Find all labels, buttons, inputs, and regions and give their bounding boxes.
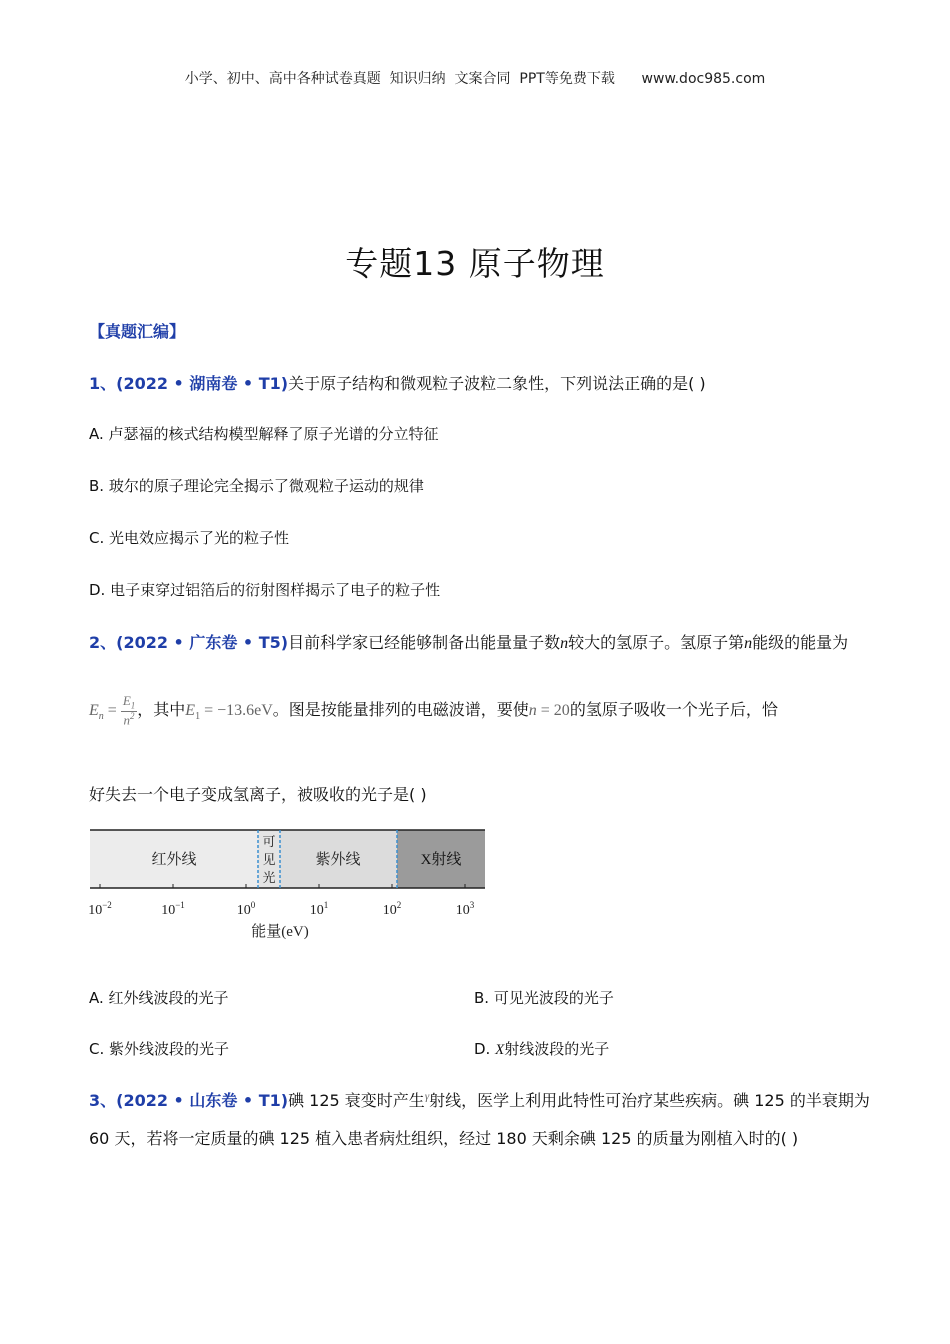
- page-header: 小学、初中、高中各种试卷真题 知识归纳 文案合同 PPT等免费下载 www.doc985.com: [184, 71, 766, 87]
- q2-text-c: 能级的能量为: [752, 633, 849, 652]
- q1-option-d: D. 电子束穿过铝箔后的衍射图样揭示了电子的粒子性: [89, 581, 441, 599]
- tick-label: $10^{-2}$: [88, 900, 112, 918]
- q2-line2-b: 。图是按能量排列的电磁波谱，要使: [272, 700, 529, 719]
- q1-text: 关于原子结构和微观粒子波粒二象性，下列说法正确的是( ): [288, 374, 706, 393]
- band-label-xray: X射线: [420, 852, 462, 868]
- formula-lhs: $E_n$ =: [89, 702, 121, 723]
- spectrum-figure: [80, 822, 500, 947]
- n-expression: n = 20: [528, 702, 570, 719]
- q2-formula-line: [89, 694, 778, 727]
- q2-line3: 好失去一个电子变成氢离子，被吸收的光子是( ): [89, 785, 427, 804]
- q1-option-c: C. 光电效应揭示了光的粒子性: [89, 529, 290, 547]
- tick-label: $10^3$: [455, 900, 475, 918]
- band-label-ultraviolet: 紫外线: [315, 852, 361, 868]
- band-label-infrared: 红外线: [151, 852, 197, 868]
- q2-option-d: D. X射线波段的光子: [474, 1040, 610, 1058]
- q1-option-a: A. 卢瑟福的核式结构模型解释了原子光谱的分立特征: [89, 425, 439, 443]
- q1-option-b: B. 玻尔的原子理论完全揭示了微观粒子运动的规律: [89, 477, 424, 495]
- q3-stem: [89, 1088, 870, 1111]
- q2-var-n-2: n: [744, 635, 753, 652]
- q3-line2: 60 天，若将一定质量的碘 125 植入患者病灶组织，经过 180 天剩余碘 125 的质量为刚植入时的( ): [89, 1129, 799, 1148]
- q3-number: 3、: [89, 1091, 117, 1110]
- q2-text-a: 目前科学家已经能够制备出能量量子数: [288, 633, 561, 652]
- band-label-visible-3: 光: [262, 870, 276, 885]
- formula-fraction: $\frac{E_1}{n^2}$: [122, 693, 136, 728]
- q1-source: (2022 • 湖南卷 • T1): [116, 374, 289, 393]
- tick-group: [88, 884, 475, 918]
- e1-expression: $E_1 = -13.6eV$: [185, 702, 273, 723]
- q2-text-b: 较大的氢原子。氢原子第: [568, 633, 745, 652]
- q1-number: 1、: [89, 374, 117, 393]
- q3-source: (2022 • 山东卷 • T1): [116, 1091, 289, 1110]
- gamma-symbol: γ: [424, 1090, 430, 1103]
- tick-label: $10^0$: [236, 900, 256, 918]
- band-label-visible-2: 见: [262, 852, 276, 867]
- tick-label: $10^{-1}$: [161, 900, 185, 918]
- q2-var-n: n: [560, 635, 569, 652]
- q1-stem: [89, 371, 706, 394]
- q2-line2-a: ，其中: [137, 700, 186, 719]
- axis-label: 能量(eV): [251, 924, 309, 940]
- section-label: 【真题汇编】: [89, 322, 186, 341]
- q3-text-a: 碘 125 衰变时产生: [288, 1091, 425, 1110]
- q2-source: (2022 • 广东卷 • T5): [116, 633, 289, 652]
- q2-line2-c: 的氢原子吸收一个光子后，恰: [569, 700, 778, 719]
- page-title: 专题13 原子物理: [345, 244, 605, 283]
- band-label-visible-1: 可: [262, 834, 276, 849]
- q2-stem: [89, 630, 848, 653]
- q2-option-c: C. 紫外线波段的光子: [89, 1040, 230, 1058]
- q2-option-b: B. 可见光波段的光子: [474, 989, 614, 1007]
- q2-option-a: A. 红外线波段的光子: [89, 989, 229, 1007]
- q3-text-b: 射线，医学上利用此特性可治疗某些疾病。碘 125 的半衰期为: [429, 1091, 870, 1110]
- tick-label: $10^1$: [309, 900, 329, 918]
- tick-label: $10^2$: [382, 900, 402, 918]
- q2-number: 2、: [89, 633, 117, 652]
